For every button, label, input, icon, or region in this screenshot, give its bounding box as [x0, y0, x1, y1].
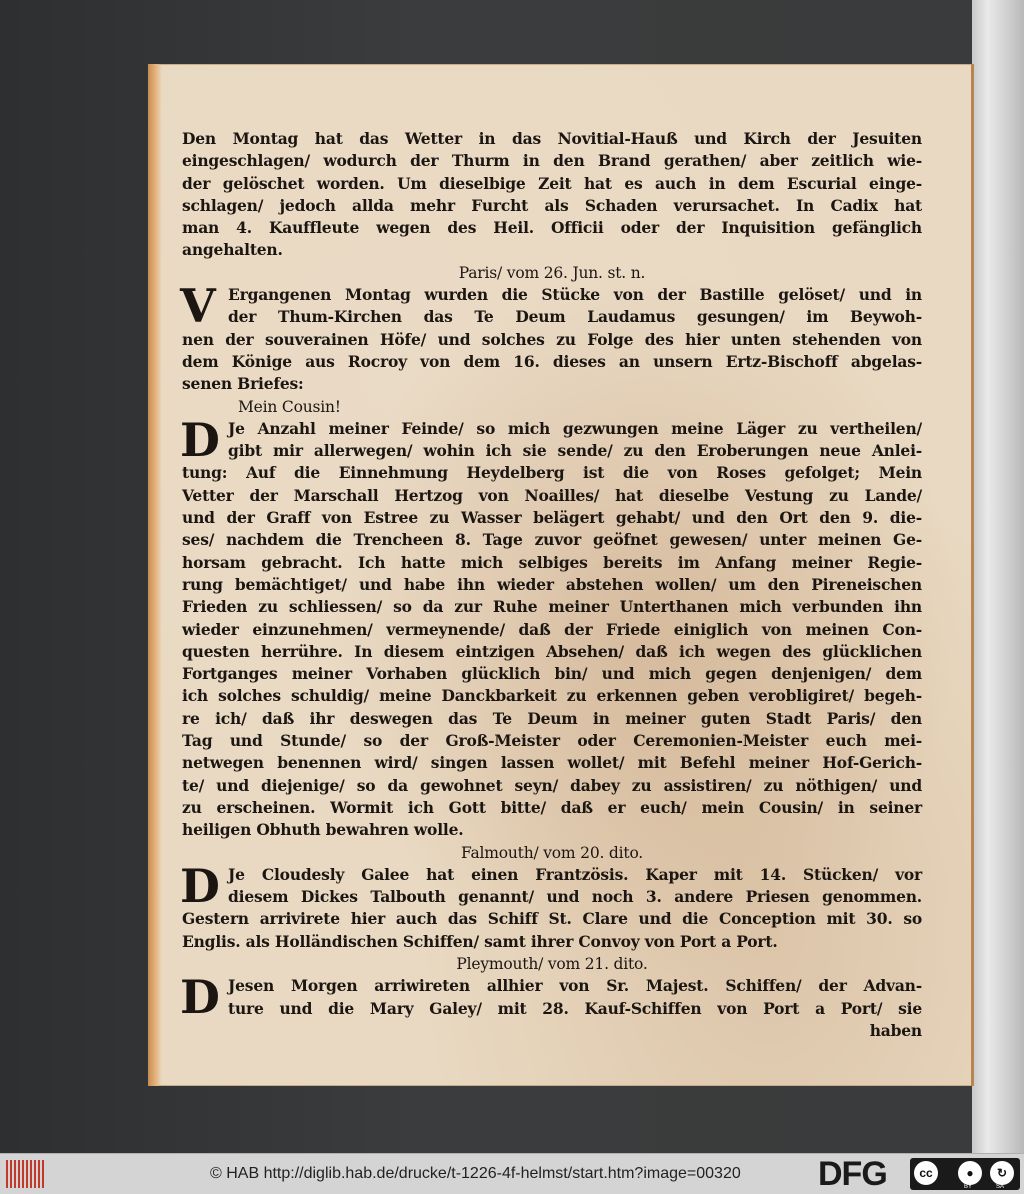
heading-paris: Paris/ vom 26. Jun. st. n. — [458, 263, 646, 282]
text-line: ich solches schuldig/ meine Danckbarkeit zu erkennen geben verobligiret/ begeh- — [182, 686, 922, 706]
hab-barcode-icon[interactable] — [6, 1160, 46, 1188]
text-line: Jesen Morgen arriwireten allhier von Sr. Majest. Schiffen/ der Advan- — [228, 976, 922, 996]
text-line: Fortganges meiner Vorhaben glücklich bin/ und mich gegen denjenigen/ dem — [182, 664, 922, 684]
text-line: questen herrühre. In diesem eintzigen Absehen/ daß ich wegen des glücklichen — [182, 641, 922, 661]
text-line: Ergangenen Montag wurden die Stücke von der Bastille gelöset/ und in — [228, 285, 922, 305]
text-line: rung bemächtiget/ und habe ihn wieder abstehen wollen/ um den Pireneischen — [182, 574, 922, 594]
cc-license-badge[interactable] — [910, 1158, 1020, 1190]
paragraph-letter — [180, 412, 922, 842]
text-line: re ich/ daß ihr deswegen das Te Deum in meiner guten Stadt Paris/ den — [182, 708, 922, 728]
heading-falmouth: Falmouth/ vom 20. dito. — [460, 843, 644, 862]
text-line: horsam gebracht. Ich hatte mich selbiges bereits im Anfang meiner Regie- — [182, 552, 922, 572]
text-line: Vetter der Marschall Hertzog von Noailles/ hat dieselbe Vestung zu Lande/ — [182, 485, 922, 505]
text-line: Frieden zu schliessen/ so da zur Ruhe meiner Unterthanen mich verbunden ihn — [182, 597, 922, 617]
salutation: Mein Cousin! — [238, 397, 341, 416]
sa-icon: ↻ — [990, 1161, 1014, 1185]
text-line: ses/ nachdem die Trencheen 8. Tage zuvor geöfnet gewesen/ unter meinen Ge- — [182, 530, 922, 550]
paragraph-paris — [180, 279, 922, 395]
dfg-logo-icon[interactable]: DFG — [818, 1155, 887, 1193]
paragraph-cadix — [182, 128, 922, 262]
text-line: zu erscheinen. Wormit ich Gott bitte/ daß er euch/ mein Cousin/ in seiner — [182, 797, 922, 817]
text-line: schlagen/ jedoch allda mehr Furcht als Schaden verursachet. In Cadix hat — [182, 195, 922, 215]
text-line: senen Briefes: — [182, 374, 304, 394]
dropcap-letter: D — [180, 412, 220, 467]
text-line: te/ und diejenige/ so da gewohnet seyn/ dabey zu assistiren/ zu nöthigen/ und — [182, 775, 922, 795]
text-line: angehalten. — [182, 240, 283, 260]
text-line: Englis. als Holländischen Schiffen/ samt ihrer Convoy von Port a Port. — [182, 931, 778, 951]
text-line: nen der souverainen Höfe/ und solches zu Folge des hier unten stehenden von — [182, 329, 922, 349]
dropcap-letter: D — [180, 970, 220, 1025]
text-line: tung: Auf die Einnehmung Heydelberg ist die von Roses gefolget; Mein — [182, 463, 922, 483]
text-line: Je Cloudesly Galee hat einen Frantzösis. Kaper mit 14. Stücken/ vor — [228, 864, 922, 884]
paragraph-pleymouth — [180, 970, 922, 1025]
text-line: der gelöschet worden. Um dieselbige Zeit hat es auch in dem Escurial einge- — [182, 173, 922, 193]
text-line: gibt mir allerwegen/ wohin ich sie sende/ zu den Eroberungen neue Anlei- — [228, 441, 922, 461]
text-line: und der Graff von Estree zu Wasser belägert gehabt/ und den Ort den 9. die- — [182, 508, 922, 528]
copyright-link[interactable]: © HAB http://diglib.hab.de/drucke/t-1226-4f-helmst/start.htm?image=00320 — [210, 1165, 741, 1182]
text-line: ture und die Mary Galey/ mit 28. Kauf-Schiffen von Port a Port/ sie — [228, 998, 922, 1018]
text-line: heiligen Obhuth bewahren wolle. — [182, 820, 464, 840]
sa-label: SA — [996, 1184, 1005, 1190]
text-line: eingeschlagen/ wodurch der Thurm in den Brand gerathen/ aber zeitlich wie- — [182, 151, 922, 171]
by-icon: ● — [958, 1161, 982, 1185]
scanner-edge — [972, 0, 1024, 1153]
text-line: diesem Dickes Talbouth genannt/ und noch 3. andere Priesen genommen. — [228, 887, 922, 907]
text-line: Tag und Stunde/ so der Groß-Meister oder Ceremonien-Meister euch mei- — [182, 731, 922, 751]
viewer-footer — [0, 1153, 1024, 1194]
text-line: wieder einzunehmen/ vermeynende/ daß der Friede einiglich von meinen Con- — [182, 619, 922, 639]
catchword: haben — [869, 1020, 922, 1040]
text-line: der Thum-Kirchen das Te Deum Laudamus gesungen/ im Beywoh- — [228, 307, 922, 327]
dropcap-letter: D — [180, 858, 220, 913]
text-line: dem Könige aus Rocroy von dem 16. dieses an unsern Ertz-Bischoff abgelas- — [182, 351, 922, 371]
document-text — [182, 128, 922, 1042]
page-binding-edge — [148, 64, 162, 1086]
dropcap-letter: V — [180, 279, 216, 334]
text-line: man 4. Kauffleute wegen des Heil. Officii oder der Inquisition gefänglich — [182, 218, 922, 238]
paragraph-falmouth — [180, 858, 922, 953]
text-line: Gestern arrivirete hier auch das Schiff St. Clare und die Conception mit 30. so — [182, 909, 922, 929]
text-line: Den Montag hat das Wetter in das Novitial-Hauß und Kirch der Jesuiten — [182, 129, 922, 148]
heading-pleymouth: Pleymouth/ vom 21. dito. — [456, 954, 648, 973]
cc-icon: cc — [914, 1161, 938, 1185]
by-label: BY — [964, 1184, 973, 1190]
text-line: Je Anzahl meiner Feinde/ so mich gezwungen meine Läger zu vertheilen/ — [228, 418, 922, 438]
text-line: netwegen benennen wird/ singen lassen wollet/ mit Befehl meiner Hof-Gerich- — [182, 753, 922, 773]
